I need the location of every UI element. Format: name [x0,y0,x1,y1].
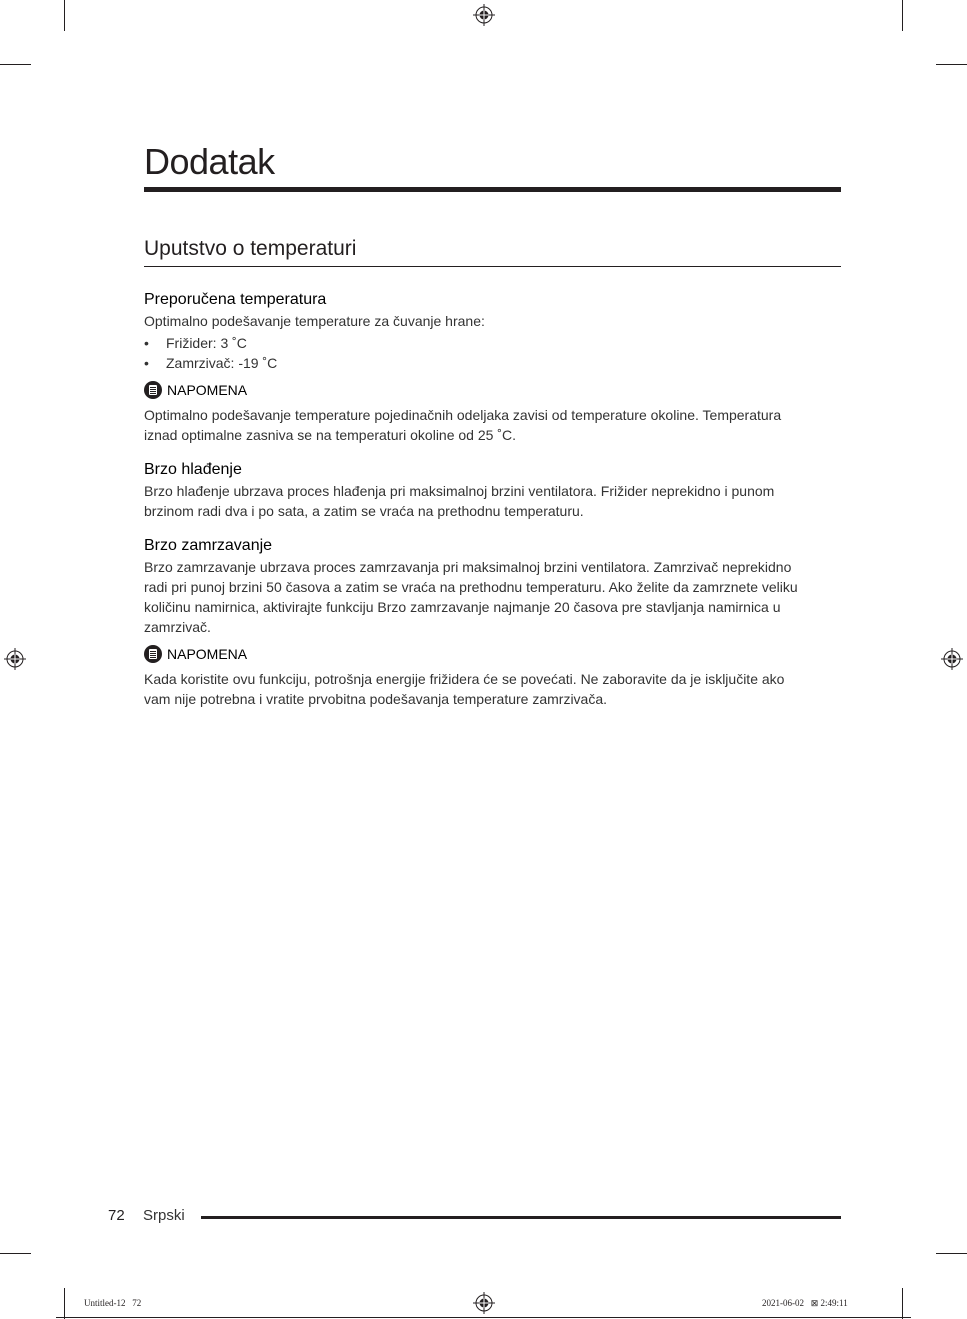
page-number: 72 [108,1207,125,1224]
note-text: iznad optimalne zasniva se na temperaturi okoline od 25 ˚C. [144,427,516,443]
note-header [144,643,841,665]
footer-rule [201,1216,841,1219]
page-title: Dodatak [144,141,275,182]
note-header [144,379,841,401]
fast-freeze-heading: Brzo zamrzavanje [144,537,273,554]
crop-mark [902,0,903,31]
section-title: Uputstvo o temperaturi [144,237,357,260]
crop-mark [936,1253,967,1254]
recommended-heading: Preporučena temperatura [144,291,327,308]
fast-freeze-text: radi pri punoj brzini 50 časova a zatim se vraća na prethodnu temperaturu. Ako želite da zamrznete veliku [144,579,798,595]
recommended-list [144,333,841,373]
crop-mark [0,1253,31,1254]
list-item [144,333,841,353]
crop-mark [0,64,31,65]
fast-freeze-text: Brzo zamrzavanje ubrzava proces zamrzavanja pri maksimalnoj brzini ventilatora. Zamrzivač neprekidno [144,559,792,575]
crop-mark [64,1288,65,1319]
list-item-text: Frižider: 3 ˚C [166,335,247,351]
fast-freeze-text: zamrzivač. [144,619,211,635]
registration-mark-icon [4,648,26,670]
crop-mark [64,0,65,31]
registration-mark-icon [473,1292,495,1314]
fast-cool-heading: Brzo hlađenje [144,461,242,478]
note-label: NAPOMENA [167,646,248,662]
section-body [144,289,841,709]
recommended-intro: Optimalno podešavanje temperature za čuvanje hrane: [144,313,485,329]
footer-language: Srpski [143,1207,185,1224]
fast-freeze-text: količinu namirnica, aktivirajte funkciju Brzo zamrzavanje najmanje 20 časova pre stavljanja namirnica u [144,599,781,615]
registration-mark-icon [473,4,495,26]
list-item-text: Zamrzivač: -19 ˚C [166,355,278,371]
note-text: Optimalno podešavanje temperature pojedinačnih odeljaka zavisi od temperature okoline. Temperatura [144,407,782,423]
bullet: • [144,355,149,371]
section-rule [144,266,841,267]
note-icon [144,381,162,399]
note-icon [144,645,162,663]
slug-right: 2021-06-02 ⊠ 2:49:11 [762,1298,848,1308]
fast-cool-text: brzinom radi dva i po sata, a zatim se vraća na prethodnu temperaturu. [144,503,584,519]
slug-rule [56,1317,911,1318]
slug-left: Untitled-12 72 [84,1298,142,1308]
crop-mark [936,64,967,65]
note-text: vam nije potrebna i vratite prvobitna podešavanja temperature zamrzivača. [144,691,608,707]
fast-cool-text: Brzo hlađenje ubrzava proces hlađenja pri maksimalnoj brzini ventilatora. Frižider neprekidno i punom [144,483,775,499]
bullet: • [144,335,149,351]
note-text: Kada koristite ovu funkciju, potrošnja energije frižidera će se povećati. Ne zaboravite da je isključite ako [144,671,785,687]
registration-mark-icon [941,648,963,670]
list-item [144,353,841,373]
note-label: NAPOMENA [167,382,248,398]
crop-mark [902,1288,903,1319]
title-rule [144,187,841,192]
